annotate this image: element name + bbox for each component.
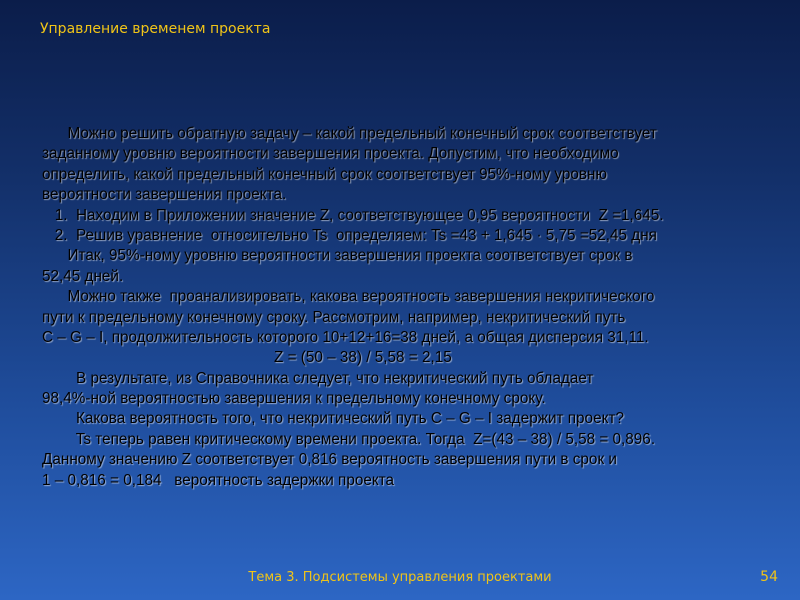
slide-body [42, 124, 772, 491]
body-line: вероятности завершения проекта. [42, 186, 287, 204]
body-line: Данному значению Z соответствует 0,816 вероятность завершения пути в срок и [42, 451, 617, 469]
body-line: 98,4%-ной вероятностью завершения к предельному конечному сроку. [42, 390, 546, 408]
body-line: заданному уровню вероятности завершения проекта. Допустим, что необходимо [42, 145, 619, 163]
footer-topic: Тема 3. Подсистемы управления проектами [248, 570, 552, 585]
formula-line: Z = (50 – 38) / 5,58 = 2,15 [274, 349, 452, 367]
body-line: C – G – I, продолжительность которого 10+12+16=38 дней, а общая дисперсия 31,11. [42, 328, 649, 346]
body-line: 1 – 0,816 = 0,184 вероятность задержки проекта [42, 471, 395, 489]
body-line: 52,45 дней. [42, 267, 124, 285]
body-line: Ts теперь равен критическому времени проекта. Тогда Z=(43 – 38) / 5,58 = 0,896. [42, 430, 656, 448]
body-line: Итак, 95%-ному уровню вероятности завершения проекта соответствует срок в [42, 247, 633, 265]
slide-title: Управление временем проекта [40, 21, 271, 37]
body-line: Какова вероятность того, что некритический путь C – G – I задержит проект? [42, 410, 624, 428]
body-line: определить, какой предельный конечный срок соответствует 95%-ному уровню [42, 165, 607, 183]
page-number: 54 [760, 569, 778, 585]
body-line: Можно также проанализировать, какова вероятность завершения некритического [42, 288, 655, 306]
body-line: Можно решить обратную задачу – какой предельный конечный срок соответствует [42, 125, 657, 142]
body-line: 2. Решив уравнение относительно Ts определяем: Ts =43 + 1,645 · 5,75 =52,45 дня [42, 226, 657, 244]
body-line: пути к предельному конечному сроку. Рассмотрим, например, некритический путь [42, 308, 626, 326]
body-line: В результате, из Справочника следует, что некритический путь обладает [42, 369, 594, 387]
body-line: 1. Находим в Приложении значение Z, соответствующее 0,95 вероятности Z =1,645. [42, 206, 664, 224]
